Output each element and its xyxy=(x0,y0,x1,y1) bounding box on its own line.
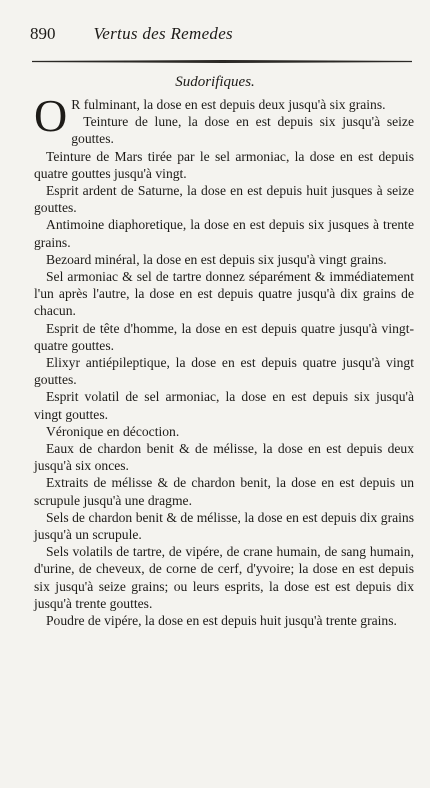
drop-cap: O xyxy=(34,90,68,141)
remedies-list xyxy=(34,90,414,629)
remedy-entry: Bezoard minéral, la dose en est depuis six jusqu'à vingt grains. xyxy=(46,251,387,267)
remedy-entry: Teinture de Mars tirée par le sel armoniac, la dose en est depuis quatre gouttes jusqu'à vingt. xyxy=(34,148,414,181)
remedy-entry: Eaux de chardon benit & de mélisse, la dose en est depuis deux jusqu'à six onces. xyxy=(34,441,414,474)
remedy-entry: Esprit volatil de sel armoniac, la dose en est depuis six jusqu'à vingt gouttes. xyxy=(34,389,414,422)
remedy-entry: Sel armoniac & sel de tartre donnez séparément & immédiatement l'un après l'autre, la dose en est depuis quatre jusqu'à dix grains de chacun. xyxy=(34,269,414,319)
remedy-entry: Véronique en décoction. xyxy=(46,423,180,439)
header-rule xyxy=(32,60,412,63)
page-header xyxy=(30,24,400,44)
remedy-entry: Sels volatils de tartre, de vipére, de crane humain, de sang humain, d'urine, de cheveux, de corne de cerf, d'yvoire; la dose en est depuis six jusqu'à seize grains; ou leurs esprits, la dose est est depuis dix jusqu'à trente gouttes. xyxy=(34,544,414,611)
remedy-entry: Elixyr antiépileptique, la dose en est depuis quatre jusqu'à vingt gouttes. xyxy=(34,355,414,388)
remedy-entry: Teinture de lune, la dose en est depuis six jusqu'à seize gouttes. xyxy=(71,114,414,147)
remedy-entry: Poudre de vipére, la dose en est depuis huit jusqu'à trente grains. xyxy=(46,613,397,629)
remedy-entry: Sels de chardon benit & de mélisse, la dose en est depuis dix grains jusqu'à un scrupule. xyxy=(34,509,414,543)
remedy-text: R fulminant, la dose en est depuis deux jusqu'à six grains. xyxy=(71,97,386,112)
remedy-entry: Extraits de mélisse & de chardon benit, la dose en est depuis un scrupule jusqu'à une dragme. xyxy=(34,475,414,508)
page-number: 890 xyxy=(30,24,56,43)
running-title: Vertus des Remedes xyxy=(93,24,233,43)
remedy-entry: Antimoine diaphoretique, la dose en est depuis six jusques à trente grains. xyxy=(34,217,414,250)
section-title: Sudorifiques. xyxy=(175,74,255,90)
remedy-entry: Esprit de tête d'homme, la dose en est depuis quatre jusqu'à vingt-quatre gouttes. xyxy=(34,320,414,353)
remedy-entry: Esprit ardent de Saturne, la dose en est depuis huit jusques à seize gouttes. xyxy=(34,183,414,216)
